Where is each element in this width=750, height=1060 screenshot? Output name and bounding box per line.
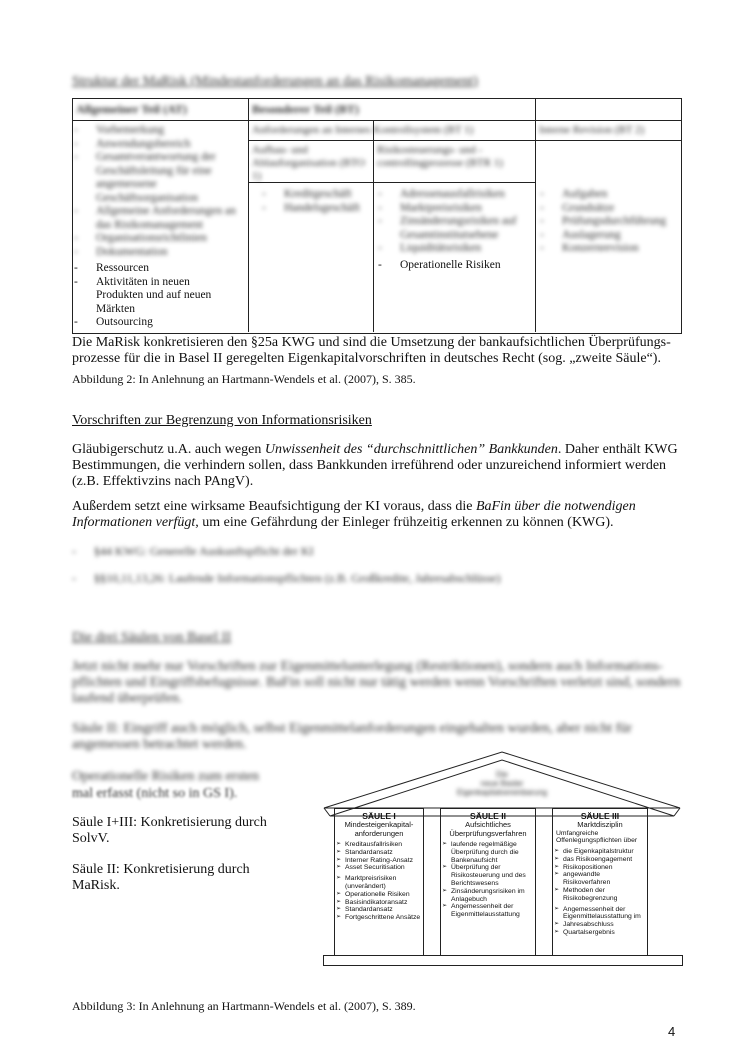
table-divider	[373, 120, 374, 332]
basel-heading: Die drei Säulen von Basel II	[72, 630, 232, 645]
bt2-list: - Aufgaben - Grundsätze - Prüfungsdurchführung - Auslagerung - Konzernrevision	[540, 188, 667, 254]
page-number: 4	[668, 1024, 676, 1039]
marisk-note: Säule II: Konkretisierung durch MaRisk.	[72, 862, 250, 893]
bullet-44-kwg: - §44 KWG: Generelle Auskunftspflicht der KI	[72, 544, 314, 558]
bt1-header: Anforderungen an Internes Kontrollsystem (BT 1)	[252, 124, 474, 136]
btr-last-item: - Operationelle Risiken	[378, 259, 501, 271]
roof-text: Die neue Basler Eigenkapitalvereinbarung	[456, 770, 548, 797]
marisk-paragraph: Die MaRisk konkretisieren den §25a KWG und sind die Umsetzung der bankaufsichtlichen Überprüfungs- prozesse für die in Basel II geregelten Eigenkapitalvorschriften in deutsches Recht (sog. „zweite Säule“).	[72, 335, 671, 366]
info-risks-heading: Vorschriften zur Begrenzung von Informationsrisiken	[72, 413, 372, 428]
at-header: Allgemeiner Teil (AT)	[76, 102, 187, 116]
solvv-note: Säule I+III: Konkretisierung durch SolvV.	[72, 815, 267, 846]
bt-header: Besonderer Teil (BT)	[252, 102, 359, 116]
list-item: Outsourcing	[96, 316, 153, 328]
structure-heading: Struktur der MaRisk (Mindestanforderungen an das Risikomanagement)	[72, 74, 478, 89]
table-divider	[72, 120, 681, 121]
table-divider	[248, 98, 249, 332]
list-item: Aktivitäten in neuen	[96, 275, 190, 288]
btr-list: - Adressenausfallrisiken - Marktpreisrisiken - Zinsänderungsrisiken auf Gesamtinstitutsebene - Liquiditätsrisiken	[378, 188, 517, 254]
at-list-blurred: - Vorbemerkung - Anwendungsbereich - Gesamtverantwortung der Geschäftsleitung für eine angemessene Geschäftsorganisation - Allgemeine Anforderungen an das Risikomanagement - Organisationsrichtlinien - Dokumentation	[74, 124, 236, 258]
basel-foundation	[323, 955, 683, 966]
pillar-2: SÄULE II Aufsichtliches Überprüfungsverfahren ➢ laufende regelmäßige Überprüfung durch die Bankenaufsicht ➢ Überprüfung der Risikosteuerung und des Berichtswesens ➢ Zinsänderungsrisiken im Anlagebuch ➢ Angemessenheit der Eigenmittelausstattung	[440, 808, 536, 956]
pillar-1: SÄULE I Mindesteigenkapital- anforderungen ➢ Kreditausfallrisiken ➢ Standardansatz ➢ Interner Rating-Ansatz ➢ Asset Securitisation ➢ Marktpreisrisiken (unverändert) ➢ Operationelle Risiken ➢ Basisindikatoransatz ➢ Standardansatz ➢ Fortgeschrittene Ansätze	[334, 808, 424, 956]
oprisk-line-1: Operationelle Risiken zum ersten	[72, 769, 259, 784]
basel-paragraph-2: Säule II: Eingriff auch möglich, selbst Eigenmittelanforderungen eingehalten wurden, aber nicht für angemessen betrachtet werden.	[72, 721, 632, 752]
at-list: - Ressourcen - Aktivitäten in neuen Produkten und auf neuen Märkten - Outsourcing	[74, 262, 212, 328]
pillar-3: SÄULE III Marktdisziplin Umfangreiche Offenlegungspflichten über ➢ die Eigenkapitalstruktur ➢ das Risikoengagement ➢ Risikopositionen ➢ angewandte Risikoverfahren ➢ Methoden der Risikobegrenzung ➢ Angemessenheit der Eigenmittelausstattung im ➢ Jahresabschluss ➢ Quartalsergebnis	[552, 808, 648, 956]
supervision-paragraph: Außerdem setzt eine wirksame Beaufsichtigung der KI voraus, dass die BaFin über die notwendigen Informationen verfügt, um eine Gefährdung der Einleger frühzeitig erkennen zu können (KWG).	[72, 499, 636, 530]
list-item: Märkten	[96, 302, 135, 315]
figure-3-caption: Abbildung 3: In Anlehnung an Hartmann-Wendels et al. (2007), S. 389.	[72, 999, 416, 1013]
basel-paragraph-1: Jetzt nicht mehr nur Vorschriften zur Eigenmittelunterlegung (Restriktionen), sondern auch Informations- pflichten und Eingriffsbefugnisse. BaFin soll nicht nur tätig werden wenn Vorschriften verletzt sind, sondern laufend überprüfen.	[72, 659, 681, 706]
figure-2-caption: Abbildung 2: In Anlehnung an Hartmann-Wendels et al. (2007), S. 385.	[72, 372, 416, 386]
table-divider	[535, 98, 536, 332]
list-item: Ressourcen	[96, 262, 150, 274]
list-item: Produkten und auf neuen	[96, 289, 212, 301]
btr-header: Risikosteuerungs- und -controllingprozesse (BTR 1)	[377, 144, 503, 169]
creditor-protection-paragraph: Gläubigerschutz u.A. auch wegen Unwissenheit des “durchschnittlichen” Bankkunden. Daher enthält KWG Bestimmungen, die verhindern sollen, dass Bankkunden irreführend oder unzureichend informiert werden (z.B. Effektivzins nach PAngV).	[72, 442, 678, 489]
bto-header: Aufbau- und Ablauforganisation (BTO 1)	[252, 144, 365, 182]
bt2-header: Interne Revision (BT 2)	[539, 124, 645, 136]
bullet-info-obligations: - §§10,11,13,26: Laufende Informationspflichten (z.B. Großkredite, Jahresabschlüsse)	[72, 571, 501, 585]
bto-list: - Kreditgeschäft - Handelsgeschäft	[262, 188, 360, 214]
oprisk-line-2: mal erfasst (nicht so in GS I).	[72, 786, 238, 801]
table-divider	[248, 140, 681, 141]
